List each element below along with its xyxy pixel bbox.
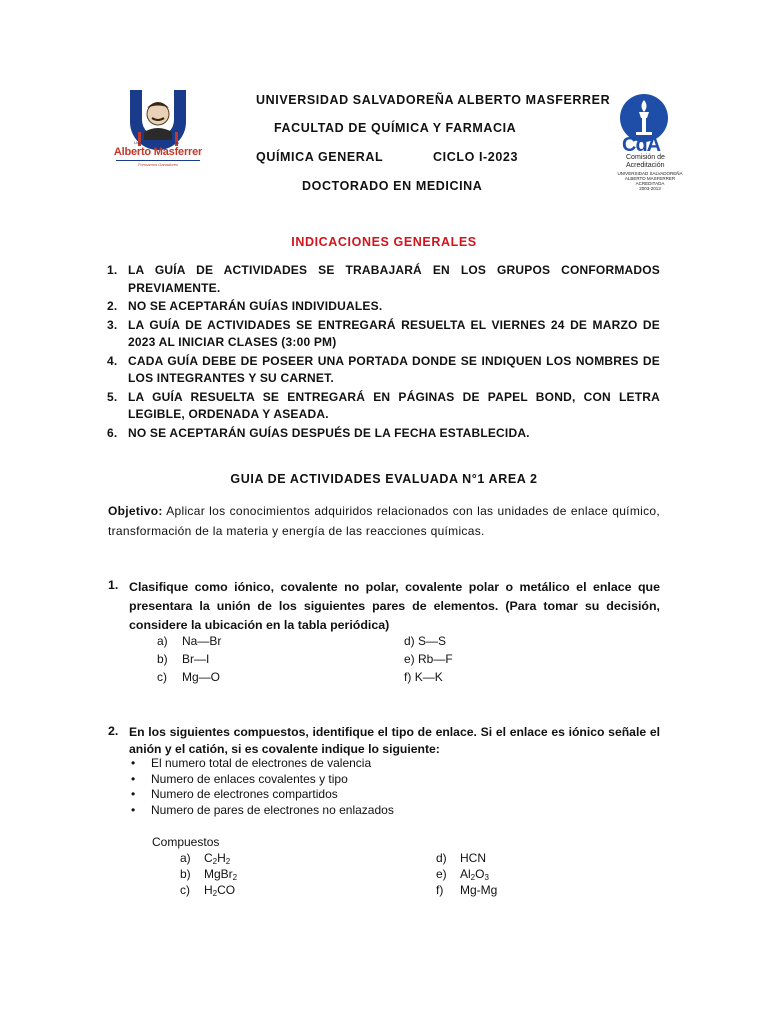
bullet-item: • Numero de enlaces covalentes y tipo bbox=[129, 772, 629, 788]
question-2-number: 2. bbox=[108, 724, 119, 738]
compound-d: d) HCN bbox=[436, 851, 486, 865]
bullet-item: • Numero de pares de electrones no enlazados bbox=[129, 803, 629, 819]
compound-e: e) $Al_2O_3$ bbox=[436, 867, 489, 882]
faculty-name: FACULTAD DE QUÍMICA Y FARMACIA bbox=[274, 121, 517, 135]
cda-caption-1: Comisión de bbox=[626, 154, 665, 161]
usam-name: Alberto Masferrer bbox=[113, 146, 203, 158]
compound-a: a) $C_2H_2$ bbox=[180, 851, 231, 866]
program-name: DOCTORADO EN MEDICINA bbox=[302, 179, 483, 193]
indication-item: 3. LA GUÍA DE ACTIVIDADES SE ENTREGARÁ RESUELTA EL VIERNES 24 DE MARZO DE 2023 AL INICIAR CLASES (3:00 PM) bbox=[107, 317, 660, 349]
cda-sub-2: ALBERTO MASFERRER bbox=[624, 176, 676, 181]
bullet-item: • Numero de electrones compartidos bbox=[129, 787, 629, 803]
objective-label: Objetivo: bbox=[108, 504, 163, 518]
indication-item: 2. NO SE ACEPTARÁN GUÍAS INDIVIDUALES. bbox=[107, 299, 383, 313]
cda-sub-1: UNIVERSIDAD SALVADOREÑA bbox=[617, 171, 683, 176]
q1-option-e: e) Rb—F bbox=[404, 652, 453, 666]
q1-option-a: a) Na—Br bbox=[157, 634, 222, 648]
question-2-text: En los siguientes compuestos, identifique el tipo de enlace. Si el enlace es iónico señale el anión y el catión, si es covalente indique lo siguiente: bbox=[129, 725, 660, 756]
indications-title: INDICACIONES GENERALES bbox=[291, 235, 477, 249]
bullet-item: • El numero total de electrones de valencia bbox=[129, 756, 629, 772]
indication-item: 1. LA GUÍA DE ACTIVIDADES SE TRABAJARÁ EN LOS GRUPOS CONFORMADOS PREVIAMENTE. bbox=[107, 263, 660, 295]
course-name: QUÍMICA GENERAL bbox=[256, 150, 384, 164]
usam-small-text: Universidad Salvadoreña bbox=[134, 140, 179, 145]
q1-option-d: d) S—S bbox=[404, 634, 447, 648]
cda-sub-4: 2003-2013 bbox=[639, 186, 661, 191]
usam-motto: Formamos Ganadores bbox=[137, 162, 178, 167]
question-1-text: Clasifique como iónico, covalente no polar, covalente polar o metálico el enlace que presentara la unión de los siguientes pares de elementos. (Para tomar su decisión, considere la ubicación en la tabla periódica) bbox=[129, 580, 660, 632]
q1-option-b: b) Br—I bbox=[157, 652, 210, 666]
objective bbox=[108, 501, 660, 541]
objective-text: Aplicar los conocimientos adquiridos relacionados con las unidades de enlace químico, transformación de la materia y energía de las reacciones químicas. bbox=[108, 504, 660, 538]
question-1-number: 1. bbox=[108, 578, 119, 592]
cda-seal bbox=[612, 90, 692, 200]
compound-b: b) MgBr$_2$ bbox=[180, 867, 238, 882]
usam-divider bbox=[116, 160, 200, 161]
cda-caption-2: Acreditación bbox=[626, 162, 665, 169]
indications-list bbox=[107, 262, 660, 443]
usam-logo bbox=[108, 88, 208, 168]
compounds-label: Compuestos bbox=[152, 835, 220, 849]
question-2-bullets bbox=[129, 756, 629, 818]
cda-letters: CdA bbox=[622, 134, 661, 156]
indication-item: 5. LA GUÍA RESUELTA SE ENTREGARÁ EN PÁGINAS DE PAPEL BOND, CON LETRA LEGIBLE, ORDENADA Y ASEADA. bbox=[107, 389, 660, 421]
q1-option-f: f) K—K bbox=[404, 670, 443, 684]
cda-sub-3: ACREDITADA bbox=[635, 181, 665, 186]
guide-title: GUIA DE ACTIVIDADES EVALUADA N°1 AREA 2 bbox=[230, 472, 538, 486]
compound-c: c) $H_2CO$ bbox=[180, 883, 236, 898]
indication-item: 6. NO SE ACEPTARÁN GUÍAS DESPUÉS DE LA FECHA ESTABLECIDA. bbox=[107, 425, 530, 440]
cycle-label: CICLO I-2023 bbox=[433, 150, 519, 164]
compound-f: f) Mg-Mg bbox=[436, 883, 498, 897]
q1-option-c: c) Mg—O bbox=[157, 670, 221, 684]
university-name: UNIVERSIDAD SALVADOREÑA ALBERTO MASFERRER bbox=[256, 93, 611, 107]
indication-item: 4. CADA GUÍA DEBE DE POSEER UNA PORTADA DONDE SE INDIQUEN LOS NOMBRES DE LOS INTEGRANTES Y SU CARNET. bbox=[107, 353, 660, 385]
